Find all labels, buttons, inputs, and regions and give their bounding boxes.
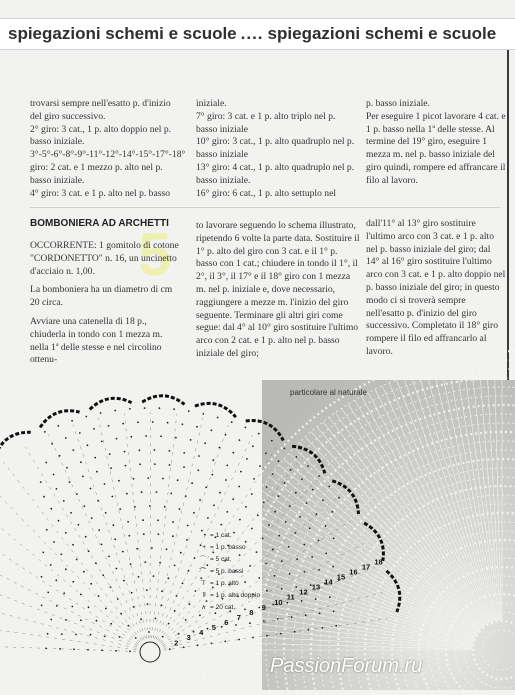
paragraph: 10° giro: 3 cat., 1 p. alto quadruplo nel p. basso iniziale	[196, 136, 355, 161]
photo-caption: particolare al naturale	[290, 388, 367, 397]
paragraph: 7° giro: 3 cat. e 1 p. alto triplo nel p. basso iniziale	[196, 110, 336, 135]
legend-symbol: ⊤	[200, 580, 206, 587]
paragraph: p. basso iniziale.	[366, 98, 430, 109]
round-number: 7	[236, 613, 241, 622]
paragraph: 2° giro: 3 cat., 1 p. alto doppio nel p. basso iniziale.	[30, 123, 172, 148]
section-column-1	[30, 240, 180, 367]
round-number: 2	[174, 638, 179, 648]
section-title: BOMBONIERA AD ARCHETTI	[30, 218, 169, 229]
section-number: 5	[138, 221, 172, 288]
legend-label: = 5 cat.	[210, 556, 232, 563]
round-number: 17	[361, 562, 371, 572]
legend-label: = 1 cat.	[210, 532, 232, 539]
legend-symbol: +	[202, 544, 206, 551]
round-number: 14	[324, 577, 333, 587]
legend-label: = 1 p. alto doppio	[210, 592, 261, 599]
top-column-2	[196, 98, 358, 200]
legend-symbol: ⌒	[199, 556, 206, 563]
diagram-legend	[180, 530, 260, 614]
paragraph: iniziale.	[196, 98, 227, 109]
round-number: 6	[224, 618, 229, 627]
center-ring	[140, 642, 160, 662]
paragraph: dall'11° al 13° giro sostituire l'ultimo arco con 3 cat. e 1 p. alto nel p. basso iniziale del giro; dal 14° al 16° giro sostituire l'ultimo arco con 3 cat. e 1 p. alto doppio nel p. basso iniziale del giro; in questo modo ci si troverà sempre nell'esatto p. d'inizio del giro successivo. Completato il 18° giro rompere il filo ed affrancarlo al lavoro.	[366, 218, 506, 357]
legend-row	[180, 554, 260, 566]
legend-symbol: •	[203, 532, 206, 539]
round-number: 16	[349, 567, 358, 577]
paragraph: to lavorare seguendo lo schema illustrato, ripetendo 6 volte la parte data. Sostituire il 1° p. alto del giro con 3 cat. e il 1° p. basso con 1 cat.; chiudere in tondo il 1°, il 2°, il 3°, il 17° e il 18° giro con 1 mezza m. nel p. iniziale e, dove necessario, raggiungere a mezze m. l'inizio del giro seguente. Terminare gli altri giri come segue: dal 4° al 10° giro sostituire l'ultimo arco con 2 cat. e 1 p. alto nel p. basso iniziale del giro;	[196, 220, 360, 359]
round-number: 5	[211, 623, 216, 633]
paragraph: Per eseguire 1 picot lavorare 4 cat. e 1 p. basso nella 1ª delle stesse. Al termine del 19° giro, eseguire 1 mezza m. nel p. basso iniziale del giro quindi, rompere ed affrancare il filo al lavoro.	[366, 110, 506, 186]
legend-symbol: ∧	[201, 604, 206, 611]
legend-row	[180, 578, 260, 590]
paragraph: 3°-5°-6°-8°-9°-11°-12°-14°-15°-17°-18° giro: 2 cat. e 1 mezzo p. alto nel p. basso iniziale.	[30, 149, 186, 186]
legend-row	[180, 566, 260, 578]
top-column-3	[366, 98, 506, 188]
round-number: 3	[186, 633, 191, 643]
paragraph: La bomboniera ha un diametro di cm 20 circa.	[30, 284, 173, 309]
section-divider	[30, 207, 500, 208]
paragraph: 16° giro: 6 cat., 1 p. alto settuplo nel	[196, 187, 336, 199]
round-number: 8	[249, 607, 254, 617]
header-title-left: spiegazioni schemi e scuole	[8, 24, 237, 43]
page-header	[0, 18, 515, 50]
round-number: 4	[199, 628, 204, 638]
paragraph: 4° giro: 3 cat. e 1 p. alto nel p. basso	[30, 187, 170, 199]
paragraph: OCCORRENTE: 1 gomitolo di cotone "CORDONETTO" n. 16, un uncinetto d'acciaio n. 1,00.	[30, 240, 179, 277]
legend-label: = 1 p. basso	[210, 544, 246, 551]
round-number: 10	[274, 597, 283, 607]
legend-label: = 1 p. alto	[210, 580, 239, 587]
legend-symbol: ⫪	[202, 592, 206, 599]
round-number: 18	[374, 557, 383, 567]
round-number: 13	[311, 582, 321, 592]
legend-row	[180, 542, 260, 554]
paragraph: 13° giro: 4 cat., 1 p. alto quadruplo nel p. basso iniziale.	[196, 161, 355, 186]
legend-row	[180, 530, 260, 542]
watermark: PassionForum.ru	[270, 655, 423, 677]
section-column-2	[196, 220, 361, 361]
round-number: 9	[261, 602, 266, 612]
legend-row	[180, 590, 260, 602]
top-column-1	[30, 98, 186, 200]
header-dots: ....	[240, 24, 264, 43]
paragraph: trovarsi sempre nell'esatto p. d'inizio del giro successivo.	[30, 98, 171, 122]
round-number: 15	[336, 572, 346, 582]
legend-row	[180, 602, 260, 614]
paragraph: Avviare una catenella di 18 p., chiuderla in tondo con 1 mezza m. nella 1ª delle stesse e nel circolino ottenu-	[30, 315, 163, 366]
header-title-right: spiegazioni schemi e scuole	[267, 24, 497, 43]
round-number: 12	[299, 587, 308, 597]
right-edge-rule	[507, 50, 509, 400]
legend-label: = 5 p. bassi	[210, 568, 244, 575]
legend-symbol: ⌒	[199, 568, 206, 575]
legend-label: = 20 cat.	[210, 604, 236, 611]
round-number: 11	[286, 592, 295, 602]
section-column-3	[366, 218, 506, 359]
